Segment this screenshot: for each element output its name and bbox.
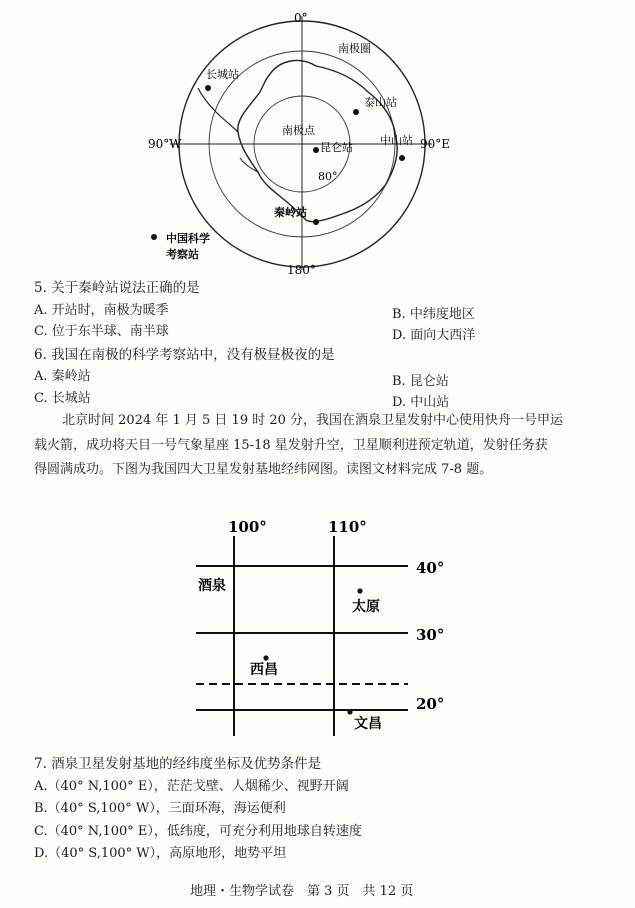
zhongshan-station-dot — [399, 155, 405, 161]
map-label-90w: 90°W — [148, 137, 182, 151]
latitude-80-label: 80° — [318, 170, 338, 183]
lon-100-label: 100° — [228, 518, 267, 536]
map-label-90e: 90°E — [420, 137, 451, 151]
lon-110-label: 110° — [328, 518, 367, 536]
q5-option-d[interactable]: D. 面向大西洋 — [392, 328, 476, 343]
legend-text-line1: 中国科学 — [166, 232, 210, 245]
qinling-station-dot — [313, 219, 319, 225]
taishan-station-label: 泰山站 — [364, 96, 397, 109]
taiyuan-dot — [357, 588, 362, 593]
south-pole-label: 南极点 — [282, 124, 315, 137]
taishan-station-dot — [353, 109, 359, 115]
lat-40-label: 40° — [416, 559, 445, 577]
legend-dot — [151, 234, 157, 240]
passage-line-1: 北京时间 2024 年 1 月 5 日 19 时 20 分，我国在酒泉卫星发射中心使用快舟一号甲运 — [62, 413, 564, 428]
jiuquan-label: 酒泉 — [198, 578, 226, 594]
q6-option-d[interactable]: D. 中山站 — [392, 395, 450, 410]
q7-option-b[interactable]: B.（40° S,100° W），三面环海，海运便利 — [34, 801, 286, 816]
lat-20-label: 20° — [416, 695, 445, 713]
passage-line-3: 得圆满成功。下图为我国四大卫星发射基地经纬网图。读图文材料完成 7-8 题。 — [34, 462, 493, 477]
legend-text-line2: 考察站 — [166, 248, 199, 261]
q6-stem: 6. 我国在南极的科学考察站中，没有极昼极夜的是 — [34, 347, 335, 363]
q7-stem: 7. 酒泉卫星发射基地的经纬度坐标及优势条件是 — [34, 756, 322, 772]
q6-option-a[interactable]: A. 秦岭站 — [34, 369, 91, 384]
page-footer: 地理・生物学试卷 第 3 页 共 12 页 — [190, 884, 414, 899]
wenchang-label: 文昌 — [354, 716, 382, 732]
q5-option-b[interactable]: B. 中纬度地区 — [392, 307, 475, 322]
antarctica-map — [140, 8, 470, 284]
changcheng-station-dot — [205, 85, 211, 91]
q7-option-d[interactable]: D.（40° S,100° W），高原地形，地势平坦 — [34, 846, 287, 861]
q5-stem: 5. 关于秦岭站说法正确的是 — [34, 280, 200, 296]
q7-option-c[interactable]: C.（40° N,100° E），低纬度，可充分利用地球自转速度 — [34, 824, 362, 839]
map-label-180: 180° — [287, 263, 316, 277]
antarctic-circle-label: 南极圈 — [338, 42, 371, 55]
passage-line-2: 载火箭，成功将天目一号气象星座 15-18 星发射升空，卫星顺利进预定轨道，发射任务获 — [34, 438, 548, 453]
taiyuan-label: 太原 — [352, 599, 380, 615]
zhongshan-station-label: 中山站 — [380, 134, 413, 147]
qinling-station-label: 秦岭站 — [274, 206, 307, 219]
lat-30-label: 30° — [416, 626, 445, 644]
q7-option-a[interactable]: A.（40° N,100° E），茫茫戈壁、人烟稀少、视野开阔 — [34, 779, 349, 794]
kunlun-station-dot — [313, 147, 319, 153]
q5-option-c[interactable]: C. 位于东半球、南半球 — [34, 324, 169, 339]
map-label-0: 0° — [294, 11, 308, 25]
q5-option-a[interactable]: A. 开站时，南极为暖季 — [34, 303, 169, 318]
kunlun-station-label: 昆仑站 — [320, 141, 353, 154]
q6-option-b[interactable]: B. 昆仑站 — [392, 374, 449, 389]
launch-base-grid-map — [190, 516, 460, 742]
q6-option-c[interactable]: C. 长城站 — [34, 391, 91, 406]
wenchang-dot — [347, 709, 352, 714]
changcheng-station-label: 长城站 — [206, 68, 239, 81]
xichang-label: 西昌 — [250, 662, 278, 678]
xichang-dot — [263, 655, 268, 660]
